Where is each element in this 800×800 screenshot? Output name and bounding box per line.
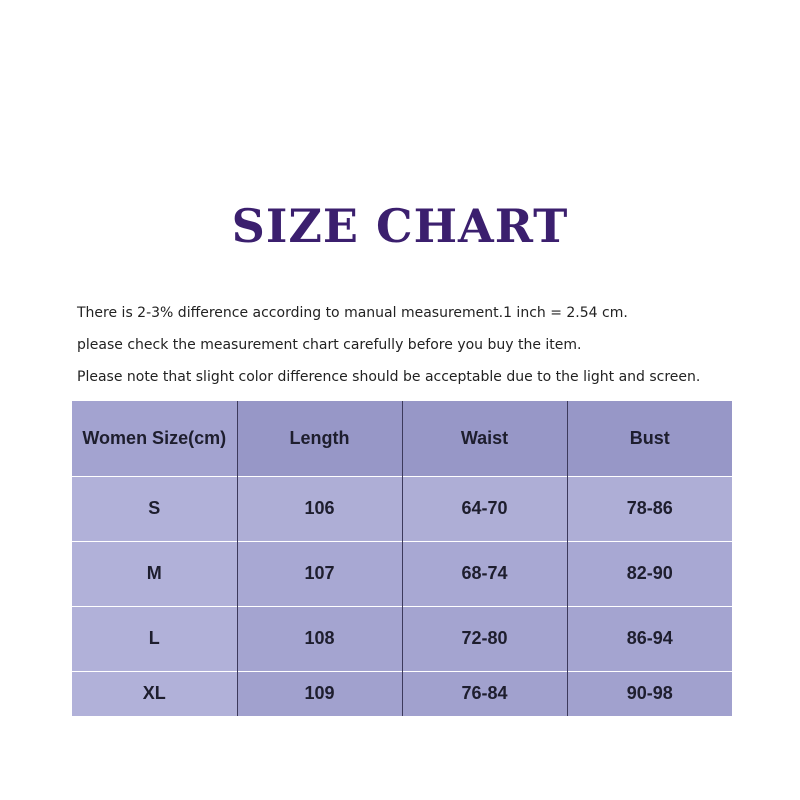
notes-block	[77, 300, 777, 396]
cell-waist: 68-74	[402, 541, 567, 606]
cell-bust: 82-90	[567, 541, 732, 606]
cell-waist: 76-84	[402, 671, 567, 716]
note-check-chart: please check the measurement chart carefully before you buy the item.	[77, 337, 582, 353]
table-row	[72, 606, 732, 671]
cell-size: M	[72, 541, 237, 606]
cell-bust: 78-86	[567, 476, 732, 541]
table-row	[72, 541, 732, 606]
cell-length: 106	[237, 476, 402, 541]
header-bust: Bust	[567, 401, 732, 476]
header-women-size: Women Size(cm)	[72, 401, 237, 476]
cell-bust: 86-94	[567, 606, 732, 671]
table-header-row	[72, 401, 732, 476]
table-row	[72, 671, 732, 716]
cell-bust: 90-98	[567, 671, 732, 716]
table-row	[72, 476, 732, 541]
cell-size: L	[72, 606, 237, 671]
cell-length: 108	[237, 606, 402, 671]
note-color-difference: Please note that slight color difference should be acceptable due to the light and screen.	[77, 369, 701, 385]
note-measurement-difference: There is 2-3% difference according to manual measurement.1 inch = 2.54 cm.	[77, 305, 628, 321]
cell-waist: 72-80	[402, 606, 567, 671]
cell-waist: 64-70	[402, 476, 567, 541]
cell-length: 109	[237, 671, 402, 716]
size-table	[72, 401, 732, 716]
size-chart-title: SIZE CHART	[231, 199, 569, 253]
header-waist: Waist	[402, 401, 567, 476]
cell-size: XL	[72, 671, 237, 716]
cell-size: S	[72, 476, 237, 541]
header-length: Length	[237, 401, 402, 476]
cell-length: 107	[237, 541, 402, 606]
